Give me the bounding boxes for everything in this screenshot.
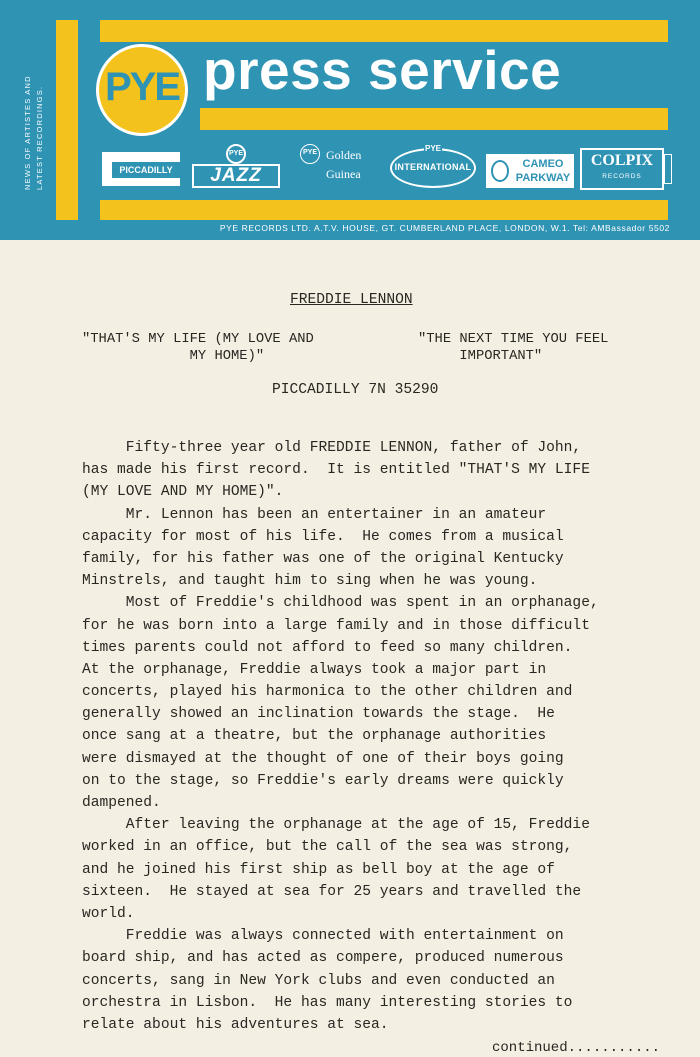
body-line: After leaving the orphanage at the age of 15, Freddie (82, 817, 590, 834)
cameo-line: CAMEO (522, 158, 564, 170)
body-line: on to the stage, so Freddie's early dreams were quickly (82, 772, 564, 789)
body-line: and he joined his first ship as bell boy at the age of (82, 861, 555, 878)
cameo-icon (491, 160, 509, 182)
body-line: generally showed an inclination towards the stage. He (82, 706, 555, 723)
piccadilly-label-text: PICCADILLY (112, 162, 180, 178)
catalogue-number: PICCADILLY 7N 35290 (272, 382, 439, 398)
yellow-bar-left (56, 20, 78, 220)
film-strip-icon (664, 154, 672, 184)
body-line: relate about his adventures at sea. (82, 1016, 389, 1033)
pye-logo (96, 44, 188, 136)
piccadilly-label-logo (102, 152, 180, 186)
pye-logo-text: PYE (104, 65, 180, 109)
yellow-bar-middle (200, 108, 668, 130)
colpix-text: COLPIX (590, 152, 654, 169)
international-label-text: INTERNATIONAL (394, 162, 472, 172)
body-line: for he was born into a large family and in those difficult (82, 617, 590, 634)
yellow-bar-bottom (100, 200, 668, 220)
colpix-label-logo (580, 148, 664, 190)
body-line: concerts, played his harmonica to the other children and (82, 684, 573, 701)
guinea-coin-icon (298, 142, 322, 188)
body-line: once sang at a theatre, but the orphanage authorities (82, 728, 547, 745)
letter-body (82, 437, 599, 1036)
body-line: Fifty-three year old FREDDIE LENNON, father of John, (82, 440, 582, 456)
colpix-sub-text: RECORDS (602, 173, 642, 180)
guinea-label-words (326, 146, 361, 184)
body-line: Mr. Lennon has been an entertainer in an amateur (82, 506, 547, 523)
cameo-parkway-text (514, 157, 572, 185)
side-text-line: NEWS OF ARTISTES AND (23, 75, 32, 190)
letterhead-side-text (22, 30, 46, 190)
a-side-title: "THAT'S MY LIFE (MY LOVE AND MY HOME)" (82, 332, 314, 364)
parkway-line: PARKWAY (515, 172, 571, 184)
body-line: At the orphanage, Freddie always took a major part in (82, 661, 547, 678)
pye-mini-logo: PYE (300, 144, 320, 164)
pye-international-label-logo (390, 142, 478, 190)
record-labels-row (100, 140, 670, 192)
jazz-label-text: JAZZ (192, 164, 280, 188)
body-line: worked in an office, but the call of the sea was strong, (82, 839, 573, 856)
golden-guinea-label-logo (296, 142, 386, 188)
body-line: family, for his father was one of the original Kentucky (82, 550, 564, 567)
body-line: has made his first record. It is entitled "THAT'S MY LIFE (82, 462, 590, 479)
pye-mini-logo: PYE (226, 144, 246, 164)
body-line: Freddie was always connected with entertainment on (82, 928, 564, 945)
body-line: orchestra in Lisbon. He has many interesting stories to (82, 994, 573, 1011)
body-line: (MY LOVE AND MY HOME)". (82, 484, 284, 501)
continued-note: continued........... (492, 1040, 661, 1056)
guinea-label-line: Golden (326, 148, 362, 162)
body-line: times parents could not afford to feed so many children. (82, 639, 573, 656)
pye-mini-logo: PYE (424, 142, 442, 156)
body-line: capacity for most of his life. He comes from a musical (82, 528, 564, 545)
body-line: concerts, sang in New York clubs and even conducted an (82, 972, 555, 989)
guinea-label-line: Guinea (326, 167, 361, 181)
body-line: were dismayed at the thought of one of their boys going (82, 750, 564, 767)
b-side-title: "THE NEXT TIME YOU FEEL IMPORTANT" (418, 332, 609, 364)
body-line: board ship, and has acted as compere, produced numerous (82, 950, 564, 967)
cameo-parkway-label-logo (486, 154, 574, 188)
body-line: Minstrels, and taught him to sing when he was young. (82, 573, 538, 590)
company-address: PYE RECORDS LTD. A.T.V. HOUSE, GT. CUMBERLAND PLACE, LONDON, W.1. Tel: AMBassador 5502 (219, 223, 670, 233)
body-line: dampened. (82, 795, 161, 811)
body-line: sixteen. He stayed at sea for 25 years and travelled the (82, 883, 582, 900)
side-text-line: LATEST RECORDINGS. (35, 85, 44, 190)
body-line: Most of Freddie's childhood was spent in an orphanage, (82, 595, 599, 612)
pye-jazz-label-logo (192, 144, 280, 190)
letterhead-title: press service (203, 39, 562, 101)
letterhead (0, 0, 700, 240)
body-line: world. (82, 905, 135, 922)
artist-heading: FREDDIE LENNON (290, 292, 413, 308)
